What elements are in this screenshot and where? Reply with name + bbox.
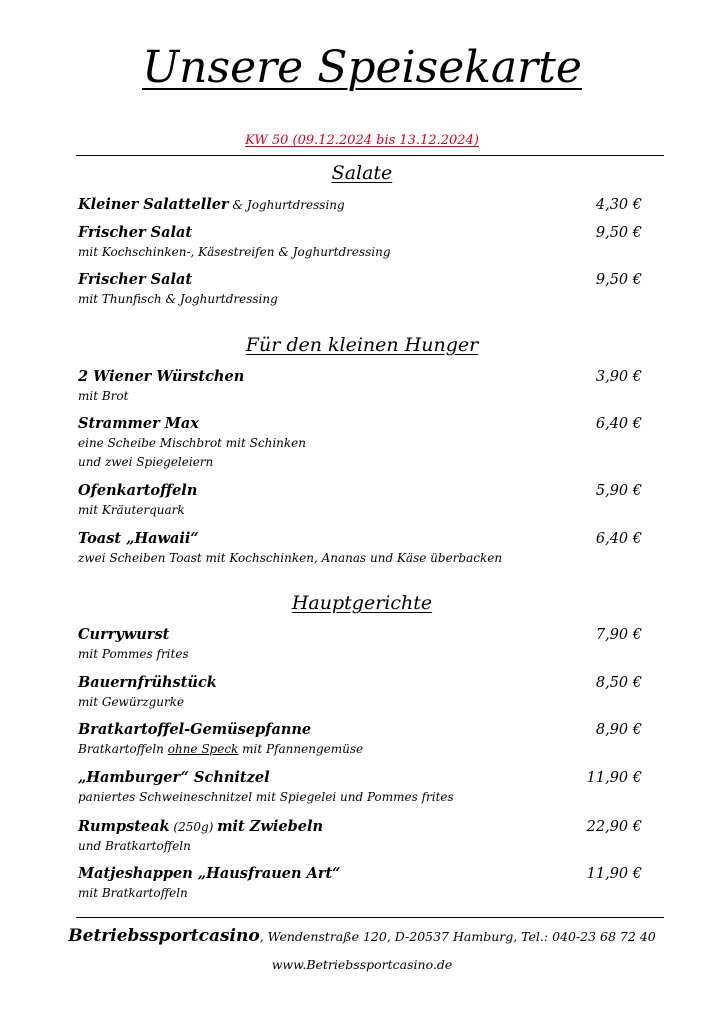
item-description: mit Brot (78, 389, 129, 403)
footer-contact: , Wendenstraße 120, D-20537 Hamburg, Tel.: 040-23 68 72 40 (259, 929, 656, 944)
item-name-suffix: mit Zwiebeln (217, 818, 323, 835)
item-price: 7,90 € (595, 627, 642, 643)
item-description: zwei Scheiben Toast mit Kochschinken, Ananas und Käse überbacken (78, 551, 503, 565)
menu-item (78, 481, 648, 520)
item-price: 5,90 € (595, 483, 642, 499)
menu-item (78, 817, 648, 856)
item-name: Matjeshappen „Hausfrauen Art“ (78, 865, 341, 882)
item-name: Bauernfrühstück (78, 674, 217, 691)
item-name: Ofenkartoffeln (78, 482, 198, 499)
section-title-kleiner-hunger: Für den kleinen Hunger (245, 334, 479, 356)
item-description: Bratkartoffeln ohne Speck mit Pfannengemüse (78, 742, 364, 756)
item-name: Rumpsteak (78, 818, 170, 835)
menu-item (78, 864, 648, 903)
item-description: eine Scheibe Mischbrot mit Schinken (78, 436, 306, 450)
item-price: 9,50 € (595, 225, 642, 241)
item-description: mit Gewürzgurke (78, 695, 185, 709)
item-price: 8,90 € (595, 722, 642, 738)
item-extra: & Joghurtdressing (228, 198, 345, 212)
item-name: Frischer Salat (78, 224, 193, 241)
menu-item (78, 414, 648, 472)
item-name: Frischer Salat (78, 271, 193, 288)
menu-item (78, 673, 648, 712)
item-name: „Hamburger“ Schnitzel (78, 769, 270, 786)
item-price: 3,90 € (595, 369, 642, 385)
item-name: Currywurst (78, 626, 170, 643)
item-name: 2 Wiener Würstchen (78, 368, 245, 385)
bottom-divider (76, 917, 664, 918)
item-description: mit Thunfisch & Joghurtdressing (78, 292, 278, 306)
highlight-text: ohne Speck (167, 742, 239, 756)
section-title-hauptgerichte: Hauptgerichte (291, 592, 433, 614)
footer-address (0, 926, 724, 946)
item-extra: (250g) (169, 820, 218, 834)
item-description: und zwei Spiegeleiern (78, 455, 214, 469)
item-price: 4,30 € (595, 197, 642, 213)
item-price: 22,90 € (586, 819, 642, 835)
item-name: Strammer Max (78, 415, 199, 432)
item-name: Bratkartoffel-Gemüsepfanne (78, 721, 312, 738)
menu-item (78, 270, 648, 309)
item-price: 6,40 € (595, 416, 642, 432)
item-price: 9,50 € (595, 272, 642, 288)
menu-item (78, 625, 648, 664)
footer-website[interactable]: www.Betriebssportcasino.de (271, 957, 453, 972)
menu-item (78, 529, 648, 568)
item-price: 6,40 € (595, 531, 642, 547)
menu-item (78, 223, 648, 262)
item-description: mit Pommes frites (78, 647, 189, 661)
menu-item (78, 367, 648, 406)
menu-item (78, 720, 648, 759)
section-title-salate: Salate (331, 162, 393, 184)
item-description: paniertes Schweineschnitzel mit Spiegelei und Pommes frites (78, 790, 454, 804)
item-description: mit Kräuterquark (78, 503, 185, 517)
item-price: 11,90 € (586, 866, 642, 882)
footer-brand: Betriebssportcasino (68, 926, 260, 946)
week-subtitle: KW 50 (09.12.2024 bis 13.12.2024) (245, 133, 479, 148)
menu-item (78, 195, 648, 215)
item-name: Kleiner Salatteller (78, 196, 229, 213)
item-name: Toast „Hawaii“ (78, 530, 199, 547)
item-description: mit Bratkartoffeln (78, 886, 188, 900)
item-price: 8,50 € (595, 675, 642, 691)
menu-item (78, 768, 648, 807)
item-description: und Bratkartoffeln (78, 839, 191, 853)
page-title: Unsere Speisekarte (142, 42, 582, 93)
item-description: mit Kochschinken-, Käsestreifen & Joghurtdressing (78, 245, 391, 259)
top-divider (76, 155, 664, 156)
item-price: 11,90 € (586, 770, 642, 786)
